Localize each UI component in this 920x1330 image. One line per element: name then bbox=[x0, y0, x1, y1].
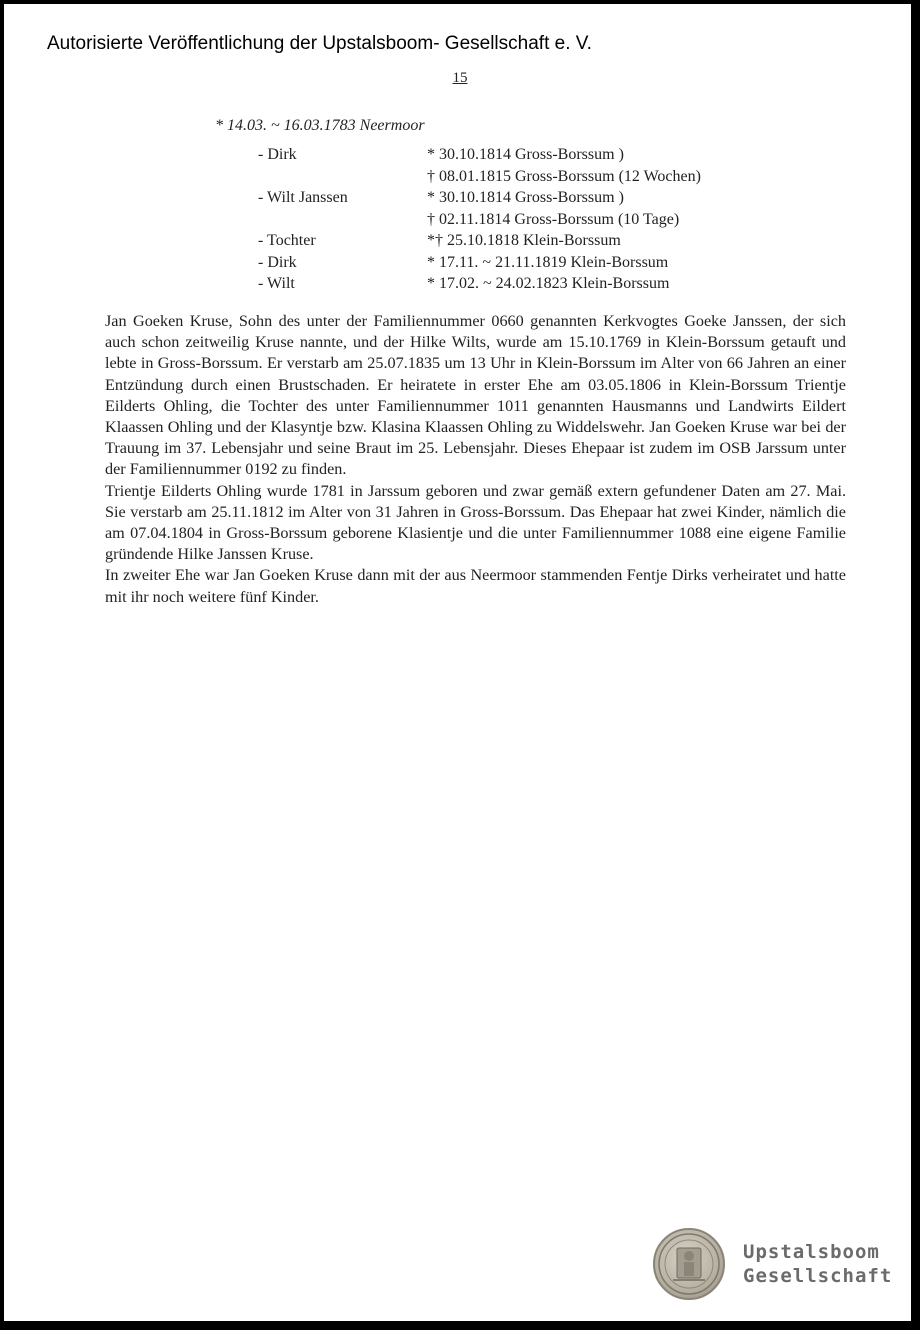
child-name: - Tochter bbox=[258, 232, 316, 249]
child-row bbox=[258, 209, 701, 231]
seal-icon bbox=[653, 1228, 725, 1300]
child-name: - Dirk bbox=[258, 253, 297, 271]
baptism-line: * 14.03. ~ 16.03.1783 Neermoor bbox=[215, 117, 425, 134]
child-event: * 17.11. ~ 21.11.1819 Klein-Borssum bbox=[427, 253, 669, 271]
child-name: - Wilt Janssen bbox=[258, 189, 348, 206]
child-event: *† 25.10.1818 Klein-Borssum bbox=[427, 232, 621, 249]
page-number: 15 bbox=[452, 70, 468, 86]
logo-wordmark bbox=[743, 1240, 892, 1288]
child-name: - Wilt bbox=[258, 275, 295, 292]
paragraph: Trientje Eilderts Ohling wurde 1781 in Jarssum geboren und zwar gemäß extern gefundener Daten am 27. Mai. Sie verstarb am 25.11.1812 im Alter von 31 Jahren in Gross-Borssum. Das Ehepaar hat zwei Kinder, nämlich die am 07.04.1804 in Gross-Borssum geborene Klasientje und die unter Familiennummer 1088 eine eigene Familie gründende Hilke Janssen Kruse. bbox=[105, 481, 846, 564]
logo-line: Upstalsboom bbox=[743, 1241, 880, 1263]
child-row bbox=[258, 252, 701, 274]
society-logo bbox=[653, 1228, 892, 1300]
paragraph: Jan Goeken Kruse, Sohn des unter der Familiennummer 0660 genannten Kerkvogtes Goeke Janssen, der sich auch schon zeitweilig Kruse nannte, und der Hilke Wilts, wurde am 15.10.1769 in Klein-Borssum getauft und lebte in Gross-Borssum. Er verstarb am 25.07.1835 um 13 Uhr in Klein-Borssum im Alter von 66 Jahren an einer Entzündung durch einen Brustschaden. Er heiratete in erster Ehe am 03.05.1806 in Klein-Borssum Trientje Eilderts Ohling, die Tochter des unter Familiennummer 1011 genannten Hausmanns und Landwirts Eildert Klaassen Ohling und der Klasyntje bzw. Klasina Klaassen Ohling zu Widdelswehr. Jan Goeken Kruse war bei der Trauung im 37. Lebensjahr und seine Braut im 25. Lebensjahr. Dieses Ehepaar ist zudem im OSB Jarssum unter der Familiennummer 0192 zu finden. bbox=[105, 312, 846, 479]
child-event: * 30.10.1814 Gross-Borssum ) bbox=[427, 189, 624, 206]
child-name: - Dirk bbox=[258, 146, 297, 163]
child-name-spacer bbox=[258, 209, 427, 231]
child-event: † 02.11.1814 Gross-Borssum (10 Tage) bbox=[427, 210, 680, 228]
paragraph: In zweiter Ehe war Jan Goeken Kruse dann mit der aus Neermoor stammenden Fentje Dirks verheiratet und hatte mit ihr noch weitere fünf Kinder. bbox=[105, 566, 846, 606]
child-row bbox=[258, 166, 701, 188]
children-list bbox=[258, 144, 701, 295]
child-row bbox=[258, 273, 701, 295]
child-event: † 08.01.1815 Gross-Borssum (12 Wochen) bbox=[427, 167, 701, 185]
child-row bbox=[258, 187, 701, 209]
child-event: * 30.10.1814 Gross-Borssum ) bbox=[427, 146, 624, 163]
logo-line: Gesellschaft bbox=[743, 1265, 893, 1287]
child-row bbox=[258, 230, 701, 252]
child-name-spacer bbox=[258, 166, 427, 188]
body-text bbox=[105, 311, 846, 608]
child-row bbox=[258, 144, 701, 166]
child-event: * 17.02. ~ 24.02.1823 Klein-Borssum bbox=[427, 275, 670, 292]
publication-header: Autorisierte Veröffentlichung der Upstalsboom- Gesellschaft e. V. bbox=[47, 33, 592, 54]
